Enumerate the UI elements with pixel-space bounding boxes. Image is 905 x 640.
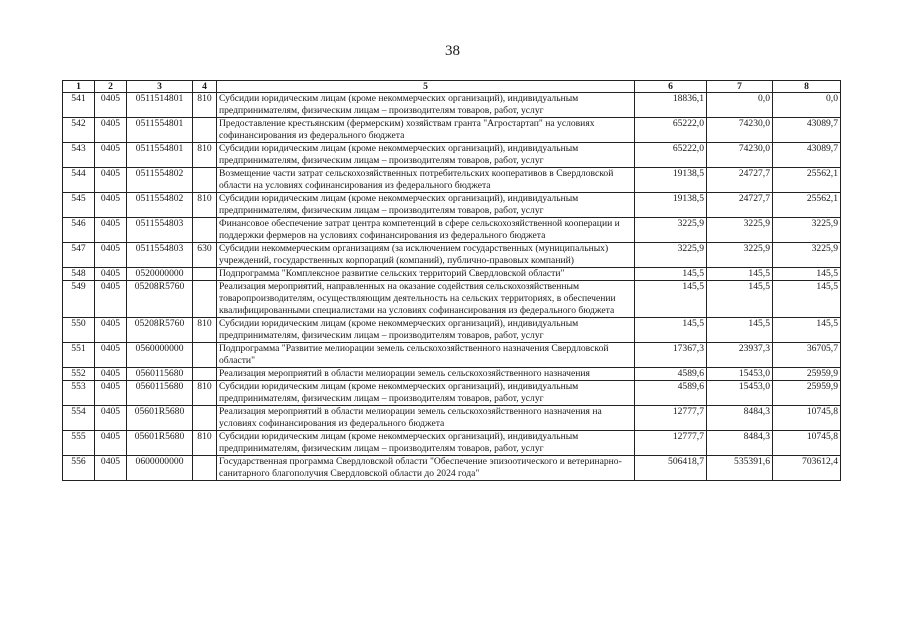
amount-col-8: 145,5	[773, 281, 841, 318]
item-name: Предоставление крестьянским (фермерским) хозяйствам гранта "Агростартап" на условиях софинансирования из федерального бюджета	[217, 118, 635, 143]
amount-col-7: 3225,9	[707, 243, 773, 268]
amount-col-7: 24727,7	[707, 168, 773, 193]
expense-type-code	[193, 343, 217, 368]
row-number: 541	[63, 93, 95, 118]
item-name: Субсидии юридическим лицам (кроме некоммерческих организаций), индивидуальным предпринимателям, физическим лицам – производителям товаров, работ, услуг	[217, 381, 635, 406]
target-article-code: 0511554801	[127, 143, 193, 168]
row-number: 550	[63, 318, 95, 343]
table-row	[63, 381, 841, 406]
amount-col-6: 19138,5	[635, 168, 707, 193]
section-code: 0405	[95, 93, 127, 118]
amount-col-8: 10745,8	[773, 406, 841, 431]
section-code: 0405	[95, 431, 127, 456]
amount-col-8: 25959,9	[773, 381, 841, 406]
amount-col-8: 43089,7	[773, 118, 841, 143]
expense-type-code: 810	[193, 431, 217, 456]
expense-type-code	[193, 118, 217, 143]
row-number: 546	[63, 218, 95, 243]
row-number: 547	[63, 243, 95, 268]
target-article-code: 0560115680	[127, 381, 193, 406]
row-number: 551	[63, 343, 95, 368]
amount-col-6: 65222,0	[635, 143, 707, 168]
expense-type-code	[193, 456, 217, 481]
row-number: 554	[63, 406, 95, 431]
item-name: Субсидии юридическим лицам (кроме некоммерческих организаций), индивидуальным предпринимателям, физическим лицам – производителям товаров, работ, услуг	[217, 143, 635, 168]
item-name: Субсидии юридическим лицам (кроме некоммерческих организаций), индивидуальным предпринимателям, физическим лицам – производителям товаров, работ, услуг	[217, 193, 635, 218]
section-code: 0405	[95, 268, 127, 281]
amount-col-7: 74230,0	[707, 118, 773, 143]
table-row	[63, 281, 841, 318]
amount-col-7: 3225,9	[707, 218, 773, 243]
expense-type-code: 810	[193, 318, 217, 343]
amount-col-6: 3225,9	[635, 243, 707, 268]
target-article-code: 0600000000	[127, 456, 193, 481]
table-row	[63, 143, 841, 168]
table-row	[63, 318, 841, 343]
item-name: Субсидии юридическим лицам (кроме некоммерческих организаций), индивидуальным предпринимателям, физическим лицам – производителям товаров, работ, услуг	[217, 318, 635, 343]
table-row	[63, 193, 841, 218]
item-name: Субсидии юридическим лицам (кроме некоммерческих организаций), индивидуальным предпринимателям, физическим лицам – производителям товаров, работ, услуг	[217, 431, 635, 456]
target-article-code: 05208R5760	[127, 281, 193, 318]
header-row	[63, 81, 841, 93]
amount-col-8: 10745,8	[773, 431, 841, 456]
amount-col-7: 145,5	[707, 318, 773, 343]
table-row	[63, 243, 841, 268]
table-row	[63, 93, 841, 118]
target-article-code: 0511554802	[127, 193, 193, 218]
table-row	[63, 343, 841, 368]
amount-col-7: 8484,3	[707, 431, 773, 456]
amount-col-8: 145,5	[773, 318, 841, 343]
amount-col-6: 145,5	[635, 281, 707, 318]
amount-col-8: 3225,9	[773, 243, 841, 268]
expense-type-code: 630	[193, 243, 217, 268]
page-number: 38	[445, 43, 460, 59]
item-name: Субсидии некоммерческим организациям (за исключением государственных (муниципальных) учреждений, государственных корпораций (компаний), публично-правовых компаний)	[217, 243, 635, 268]
section-code: 0405	[95, 406, 127, 431]
amount-col-6: 65222,0	[635, 118, 707, 143]
target-article-code: 05208R5760	[127, 318, 193, 343]
table-row	[63, 168, 841, 193]
section-code: 0405	[95, 343, 127, 368]
item-name: Реализация мероприятий в области мелиорации земель сельскохозяйственного назначения на условиях софинансирования из федерального бюджета	[217, 406, 635, 431]
target-article-code: 0520000000	[127, 268, 193, 281]
item-name: Реализация мероприятий, направленных на оказание содействия сельскохозяйственным товаропроизводителям, осуществляющим деятельность на сельских территориях, в обеспечении квалифицированными специалистами на условиях софинансирования из федерального бюджета	[217, 281, 635, 318]
amount-col-7: 24727,7	[707, 193, 773, 218]
target-article-code: 0511554803	[127, 218, 193, 243]
section-code: 0405	[95, 368, 127, 381]
row-number: 556	[63, 456, 95, 481]
amount-col-6: 17367,3	[635, 343, 707, 368]
target-article-code: 0511554803	[127, 243, 193, 268]
row-number: 555	[63, 431, 95, 456]
target-article-code: 0511554802	[127, 168, 193, 193]
expense-type-code	[193, 281, 217, 318]
amount-col-8: 703612,4	[773, 456, 841, 481]
amount-col-7: 8484,3	[707, 406, 773, 431]
amount-col-8: 145,5	[773, 268, 841, 281]
item-name: Субсидии юридическим лицам (кроме некоммерческих организаций), индивидуальным предпринимателям, физическим лицам – производителям товаров, работ, услуг	[217, 93, 635, 118]
target-article-code: 05601R5680	[127, 406, 193, 431]
item-name: Возмещение части затрат сельскохозяйственных потребительских кооперативов в Свердловской области на условиях софинансирования из федерального бюджета	[217, 168, 635, 193]
amount-col-7: 145,5	[707, 268, 773, 281]
expense-type-code	[193, 168, 217, 193]
column-header: 3	[127, 81, 193, 93]
row-number: 542	[63, 118, 95, 143]
row-number: 548	[63, 268, 95, 281]
table-row	[63, 218, 841, 243]
amount-col-6: 145,5	[635, 318, 707, 343]
table-row	[63, 456, 841, 481]
expense-type-code: 810	[193, 193, 217, 218]
amount-col-8: 43089,7	[773, 143, 841, 168]
column-header: 5	[217, 81, 635, 93]
amount-col-6: 12777,7	[635, 406, 707, 431]
item-name: Финансовое обеспечение затрат центра компетенций в сфере сельскохозяйственной кооперации и поддержки фермеров на условиях софинансирования из федерального бюджета	[217, 218, 635, 243]
table-row	[63, 406, 841, 431]
row-number: 549	[63, 281, 95, 318]
column-header: 6	[635, 81, 707, 93]
amount-col-6: 145,5	[635, 268, 707, 281]
table-row	[63, 431, 841, 456]
table-row	[63, 118, 841, 143]
amount-col-8: 25959,9	[773, 368, 841, 381]
section-code: 0405	[95, 281, 127, 318]
amount-col-6: 3225,9	[635, 218, 707, 243]
amount-col-7: 15453,0	[707, 381, 773, 406]
amount-col-7: 0,0	[707, 93, 773, 118]
expense-type-code: 810	[193, 93, 217, 118]
target-article-code: 0560000000	[127, 343, 193, 368]
amount-col-6: 18836,1	[635, 93, 707, 118]
table-row	[63, 368, 841, 381]
amount-col-7: 74230,0	[707, 143, 773, 168]
target-article-code: 05601R5680	[127, 431, 193, 456]
amount-col-7: 23937,3	[707, 343, 773, 368]
column-header: 4	[193, 81, 217, 93]
budget-table	[62, 80, 841, 481]
column-header: 8	[773, 81, 841, 93]
column-header: 2	[95, 81, 127, 93]
amount-col-8: 25562,1	[773, 193, 841, 218]
section-code: 0405	[95, 143, 127, 168]
section-code: 0405	[95, 168, 127, 193]
section-code: 0405	[95, 118, 127, 143]
row-number: 545	[63, 193, 95, 218]
section-code: 0405	[95, 243, 127, 268]
expense-type-code	[193, 218, 217, 243]
table-body	[63, 93, 841, 481]
column-header: 1	[63, 81, 95, 93]
amount-col-7: 15453,0	[707, 368, 773, 381]
amount-col-8: 36705,7	[773, 343, 841, 368]
expense-type-code	[193, 268, 217, 281]
amount-col-6: 4589,6	[635, 368, 707, 381]
table-row	[63, 268, 841, 281]
item-name: Реализация мероприятий в области мелиорации земель сельскохозяйственного назначения	[217, 368, 635, 381]
column-header: 7	[707, 81, 773, 93]
section-code: 0405	[95, 381, 127, 406]
amount-col-6: 4589,6	[635, 381, 707, 406]
row-number: 553	[63, 381, 95, 406]
item-name: Подпрограмма "Развитие мелиорации земель сельскохозяйственного назначения Свердловской области"	[217, 343, 635, 368]
amount-col-7: 535391,6	[707, 456, 773, 481]
amount-col-6: 19138,5	[635, 193, 707, 218]
amount-col-7: 145,5	[707, 281, 773, 318]
target-article-code: 0560115680	[127, 368, 193, 381]
amount-col-8: 3225,9	[773, 218, 841, 243]
amount-col-8: 25562,1	[773, 168, 841, 193]
expense-type-code	[193, 406, 217, 431]
target-article-code: 0511554801	[127, 118, 193, 143]
amount-col-6: 12777,7	[635, 431, 707, 456]
item-name: Государственная программа Свердловской области "Обеспечение эпизоотического и ветеринарно-санитарного благополучия Свердловской области до 2024 года"	[217, 456, 635, 481]
section-code: 0405	[95, 193, 127, 218]
expense-type-code: 810	[193, 143, 217, 168]
row-number: 552	[63, 368, 95, 381]
target-article-code: 0511514801	[127, 93, 193, 118]
section-code: 0405	[95, 456, 127, 481]
row-number: 544	[63, 168, 95, 193]
amount-col-8: 0,0	[773, 93, 841, 118]
item-name: Подпрограмма "Комплексное развитие сельских территорий Свердловской области"	[217, 268, 635, 281]
row-number: 543	[63, 143, 95, 168]
section-code: 0405	[95, 218, 127, 243]
expense-type-code: 810	[193, 381, 217, 406]
section-code: 0405	[95, 318, 127, 343]
expense-type-code	[193, 368, 217, 381]
amount-col-6: 506418,7	[635, 456, 707, 481]
